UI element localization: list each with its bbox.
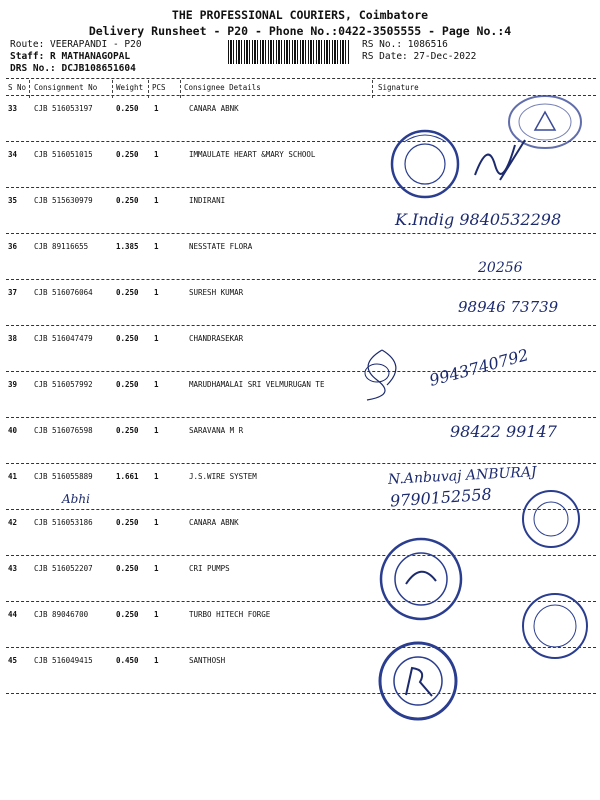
row-consignment: CJB 515630979 bbox=[34, 196, 93, 205]
row-sno: 45 bbox=[8, 656, 18, 665]
row-consignee: J.S.WIRE SYSTEM bbox=[189, 472, 257, 481]
row-consignment: CJB 516055889 bbox=[34, 472, 93, 481]
row-consignee: TURBO HITECH FORGE bbox=[189, 610, 271, 619]
handwritten-number: 20256 bbox=[478, 260, 523, 276]
row-pcs: 1 bbox=[154, 610, 159, 619]
row-pcs: 1 bbox=[154, 104, 159, 113]
table-row bbox=[0, 556, 600, 602]
row-consignment: CJB 516049415 bbox=[34, 656, 93, 665]
row-weight: 1.661 bbox=[116, 472, 139, 481]
row-weight: 0.250 bbox=[116, 334, 139, 343]
row-consignment: CJB 516051015 bbox=[34, 150, 93, 159]
anugraha-castings-stamp bbox=[372, 640, 464, 722]
row-consignment: CJB 516057992 bbox=[34, 380, 93, 389]
row-pcs: 1 bbox=[154, 380, 159, 389]
col-consignment: Consignment No bbox=[34, 83, 98, 92]
cri-pumps-stamp bbox=[378, 536, 464, 622]
row-consignee: CHANDRASEKAR bbox=[189, 334, 244, 343]
row-sno: 41 bbox=[8, 472, 18, 481]
drs-number: DRS No.: DCJB108651604 bbox=[10, 63, 136, 74]
row-weight: 0.450 bbox=[116, 656, 139, 665]
canara-bank-stamp-2 bbox=[520, 488, 582, 550]
barcode bbox=[228, 40, 350, 64]
row-divider bbox=[6, 693, 596, 694]
row-sno: 39 bbox=[8, 380, 18, 389]
col-weight: Weight bbox=[116, 83, 144, 92]
row-sno: 33 bbox=[8, 104, 18, 113]
row-weight: 0.250 bbox=[116, 426, 139, 435]
handwritten-name-phone: K.Indig 9840532298 bbox=[395, 210, 562, 229]
row-weight: 1.385 bbox=[116, 242, 139, 251]
table-row bbox=[0, 510, 600, 556]
row-sno: 44 bbox=[8, 610, 18, 619]
row-pcs: 1 bbox=[154, 472, 159, 481]
row-sno: 37 bbox=[8, 288, 18, 297]
row-weight: 0.250 bbox=[116, 380, 139, 389]
table-row bbox=[0, 602, 600, 648]
handwritten-phone: 9790152558 bbox=[389, 484, 493, 511]
row-sno: 38 bbox=[8, 334, 18, 343]
signature-flourish bbox=[352, 345, 414, 405]
handwritten-name: N.Anbuvaj ANBURAJ bbox=[387, 464, 537, 488]
route-label: Route: VEERAPANDI - P20 bbox=[10, 39, 142, 50]
row-consignment: CJB 516047479 bbox=[34, 334, 93, 343]
row-consignment: CJB 516053197 bbox=[34, 104, 93, 113]
handwritten-phone: 9943740792 bbox=[427, 345, 531, 390]
row-weight: 0.250 bbox=[116, 196, 139, 205]
row-consignee: INDIRANI bbox=[189, 196, 226, 205]
row-sno: 35 bbox=[8, 196, 18, 205]
col-signature: Signature bbox=[378, 83, 419, 92]
row-sno: 34 bbox=[8, 150, 18, 159]
school-stamp bbox=[382, 128, 468, 200]
row-consignment: CJB 89116655 bbox=[34, 242, 89, 251]
row-sno: 36 bbox=[8, 242, 18, 251]
runsheet-title: Delivery Runsheet - P20 - Phone No.:0422-3505555 - Page No.:4 bbox=[88, 24, 512, 38]
row-weight: 0.250 bbox=[116, 518, 139, 527]
row-consignee: SANTHOSH bbox=[189, 656, 226, 665]
row-pcs: 1 bbox=[154, 150, 159, 159]
rs-number: RS No.: 1086516 bbox=[362, 39, 448, 50]
row-consignee: IMMAULATE HEART &MARY SCHOOL bbox=[189, 150, 316, 159]
row-consignment: CJB 89046700 bbox=[34, 610, 89, 619]
table-row bbox=[0, 372, 600, 418]
row-pcs: 1 bbox=[154, 564, 159, 573]
header-divider-top bbox=[6, 78, 596, 79]
table-row bbox=[0, 648, 600, 694]
company-title: THE PROFESSIONAL COURIERS, Coimbatore bbox=[171, 8, 429, 22]
rs-date: RS Date: 27-Dec-2022 bbox=[362, 51, 477, 62]
row-pcs: 1 bbox=[154, 288, 159, 297]
handwritten-phone: 98422 99147 bbox=[450, 422, 557, 441]
signature-mark bbox=[470, 135, 530, 185]
row-consignee: SARAVANA M R bbox=[189, 426, 244, 435]
row-weight: 0.250 bbox=[116, 288, 139, 297]
row-consignee: MARUDHAMALAI SRI VELMURUGAN TE bbox=[189, 380, 325, 389]
col-pcs: PCS bbox=[152, 83, 166, 92]
row-pcs: 1 bbox=[154, 656, 159, 665]
row-pcs: 1 bbox=[154, 196, 159, 205]
row-consignment: CJB 516076064 bbox=[34, 288, 93, 297]
row-weight: 0.250 bbox=[116, 150, 139, 159]
row-pcs: 1 bbox=[154, 518, 159, 527]
row-sno: 43 bbox=[8, 564, 18, 573]
row-consignee: CANARA ABNK bbox=[189, 518, 239, 527]
row-sno: 40 bbox=[8, 426, 18, 435]
turbo-hitech-stamp bbox=[520, 590, 590, 662]
row-consignment: CJB 516076598 bbox=[34, 426, 93, 435]
row-pcs: 1 bbox=[154, 426, 159, 435]
row-weight: 0.250 bbox=[116, 104, 139, 113]
row-consignment: CJB 516053186 bbox=[34, 518, 93, 527]
row-sno: 42 bbox=[8, 518, 18, 527]
row-weight: 0.250 bbox=[116, 610, 139, 619]
row-pcs: 1 bbox=[154, 242, 159, 251]
row-consignee: SURESH KUMAR bbox=[189, 288, 244, 297]
col-consignee: Consignee Details bbox=[184, 83, 261, 92]
col-sno: S No bbox=[8, 83, 27, 92]
staff-label: Staff: R MATHANAGOPAL bbox=[10, 51, 131, 62]
row-consignment: CJB 516052207 bbox=[34, 564, 93, 573]
handwritten-phone: 98946 73739 bbox=[458, 298, 559, 316]
row-consignee: CRI PUMPS bbox=[189, 564, 230, 573]
row-pcs: 1 bbox=[154, 334, 159, 343]
row-consignee: CANARA ABNK bbox=[189, 104, 239, 113]
row-consignee: NESSTATE FLORA bbox=[189, 242, 253, 251]
handwritten-initials: Abhi bbox=[62, 492, 90, 506]
row-weight: 0.250 bbox=[116, 564, 139, 573]
